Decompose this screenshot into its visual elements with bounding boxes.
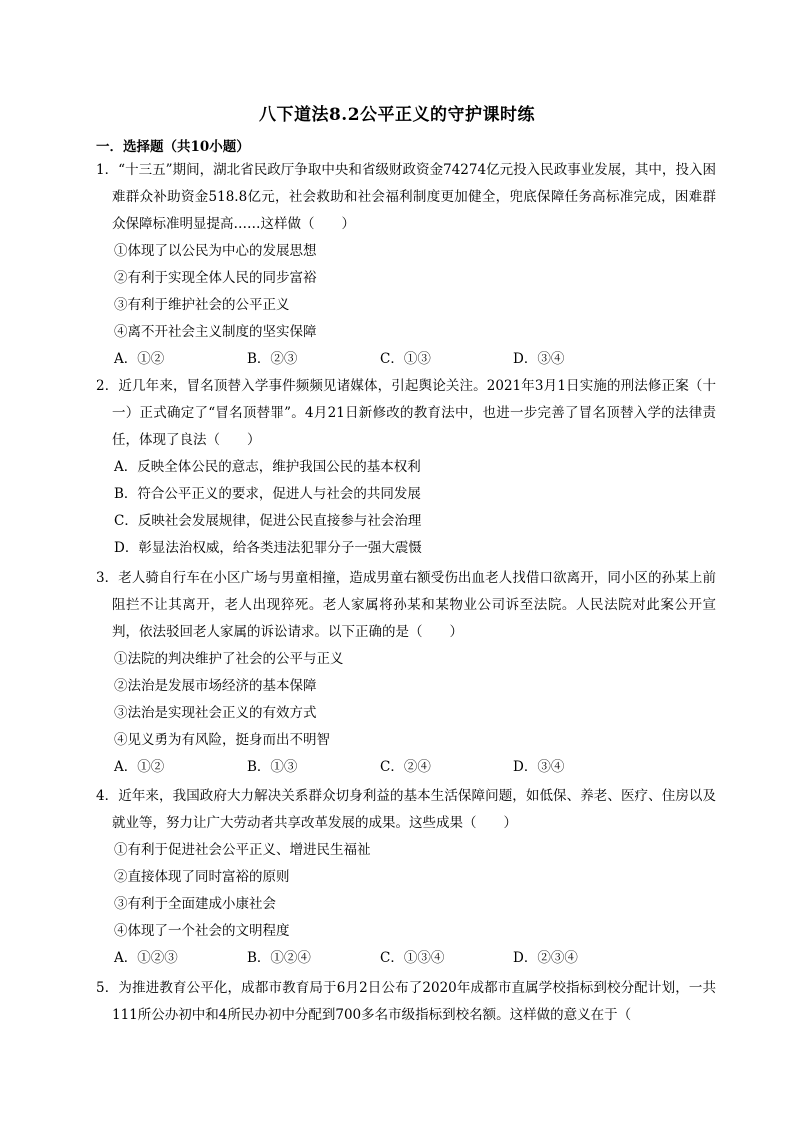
choice-row [96, 754, 716, 781]
question-stem: 2．近几年来，冒名顶替入学事件频频见诸媒体，引起舆论关注。2021年3月1日实施的刑法修正案（十一）正式确定了“冒名顶替罪”。4月21日新修改的教育法中，也进一步完善了冒名顶替入学的法律责任，体现了良法（ ） [96, 378, 716, 448]
statement-item: ③有利于维护社会的公平正义 [114, 297, 290, 313]
choice-b[interactable]: B．①③ [247, 759, 298, 775]
choice-b[interactable]: B．①②④ [247, 950, 311, 966]
choice-a[interactable]: A．①② [114, 351, 165, 367]
choice-c[interactable]: C．反映社会发展规律，促进公民直接参与社会治理 [114, 513, 422, 529]
choice-b[interactable]: B．②③ [247, 351, 298, 367]
choice-b[interactable]: B．符合公平正义的要求，促进人与社会的共同发展 [114, 486, 421, 502]
statement-item: ②直接体现了同时富裕的原则 [114, 869, 290, 885]
choice-c[interactable]: C．①③ [380, 351, 431, 367]
choice-d[interactable]: D．③④ [513, 759, 565, 775]
choice-d[interactable]: D．②③④ [513, 950, 578, 966]
choice-row [96, 346, 716, 373]
choice-c[interactable]: C．②④ [380, 759, 431, 775]
question-stem: 4．近年来，我国政府大力解决关系群众切身利益的基本生活保障问题，如低保、养老、医疗、住房以及就业等，努力让广大劳动者共享改革发展的成果。这些成果（ ） [96, 788, 716, 831]
statement-item: ①法院的判决维护了社会的公平与正义 [114, 651, 344, 667]
statement-item: ④见义勇为有风险，挺身而出不明智 [114, 732, 330, 748]
choice-c[interactable]: C．①③④ [380, 950, 445, 966]
choice-a[interactable]: A．①②③ [114, 950, 178, 966]
section-heading: 一．选择题（共10小题） [96, 139, 250, 155]
question-stem: 1．“十三五”期间，湖北省民政厅争取中央和省级财政资金74274亿元投入民政事业发展，其中，投入困难群众补助资金518.8亿元，社会救助和社会福利制度更加健全，兜底保障任务高标准完成，困难群众保障标准明显提高……这样做（ ） [96, 162, 716, 232]
choice-d[interactable]: D．③④ [513, 351, 565, 367]
statement-item: ①有利于促进社会公平正义、增进民生福祉 [114, 842, 371, 858]
statement-item: ③法治是实现社会正义的有效方式 [114, 705, 317, 721]
question-2 [96, 373, 716, 562]
question-3 [96, 565, 716, 781]
choice-d[interactable]: D．彰显法治权威，给各类违法犯罪分子一强大震慑 [114, 540, 422, 556]
question-stem: 3．老人骑自行车在小区广场与男童相撞，造成男童右额受伤出血老人找借口欲离开，同小区的孙某上前阻拦不让其离开，老人出现猝死。老人家属将孙某和某物业公司诉至法院。人民法院对此案公开宣判，依法驳回老人家属的诉讼请求。以下正确的是（ ） [96, 570, 716, 640]
question-4 [96, 783, 716, 972]
statement-item: ②法治是发展市场经济的基本保障 [114, 678, 317, 694]
statement-item: ④离不开社会主义制度的坚实保障 [114, 324, 317, 340]
question-5 [96, 975, 716, 1029]
question-stem: 5．为推进教育公平化，成都市教育局于6月2日公布了2020年成都市直属学校指标到校分配计划，一共111所公办初中和4所民办初中分配到700多名市级指标到校名额。这样做的意义在于（ [96, 980, 716, 1023]
choice-a[interactable]: A．①② [114, 759, 165, 775]
choice-row [96, 945, 716, 972]
statement-item: ④体现了一个社会的文明程度 [114, 923, 290, 939]
choice-a[interactable]: A．反映全体公民的意志，维护我国公民的基本权利 [114, 459, 421, 475]
page-title: 八下道法8.2公平正义的守护课时练 [258, 105, 536, 125]
question-1 [96, 157, 716, 373]
statement-item: ①体现了以公民为中心的发展思想 [114, 243, 317, 259]
statement-item: ②有利于实现全体人民的同步富裕 [114, 270, 317, 286]
statement-item: ③有利于全面建成小康社会 [114, 896, 276, 912]
